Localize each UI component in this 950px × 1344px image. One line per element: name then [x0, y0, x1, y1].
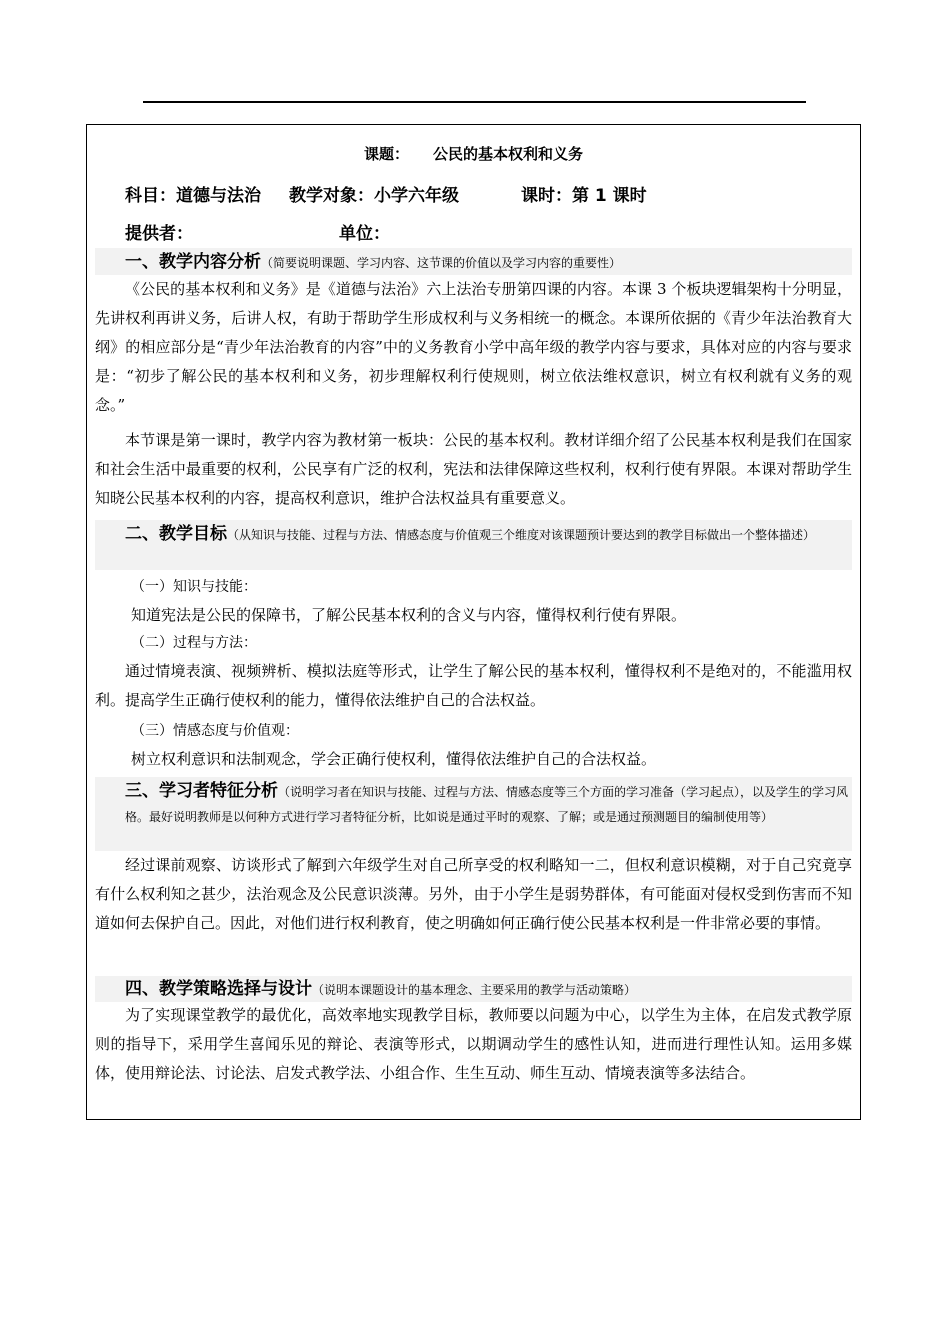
- objective-attitude-label: （三）情感态度与价值观：: [131, 723, 299, 739]
- course-title-line: [95, 143, 852, 164]
- section-1-note: （简要说明课题、学习内容、这节课的价值以及学习内容的重要性）: [261, 256, 622, 270]
- header-rule: [143, 101, 806, 103]
- course-label: 课题：: [363, 145, 409, 163]
- section-4-heading: [95, 976, 852, 1002]
- section-1-heading: [95, 248, 852, 275]
- period-field: 课时：第 1 课时: [521, 186, 647, 206]
- objective-knowledge-label: （一）知识与技能：: [131, 579, 257, 595]
- section-2-heading: [95, 520, 852, 570]
- section-3-paragraph: 经过课前观察、访谈形式了解到六年级学生对自己所享受的权利略知一二，但权利意识模糊，对于自己究竟享有什么权利知之甚少，法治观念及公民意识淡薄。另外，由于小学生是弱势群体，有可能面对侵权受到伤害而不知道如何去保护自己。因此，对他们进行权利教育，使之明确如何正确行使公民基本权利是一件非常必要的事情。: [95, 856, 852, 932]
- lesson-plan-table: [86, 124, 861, 1120]
- provider-field: 提供者：: [125, 224, 193, 244]
- meta-line: [125, 181, 852, 206]
- section-4-title: 四、教学策略选择与设计: [125, 979, 312, 999]
- section-1-title: 一、教学内容分析: [125, 252, 261, 272]
- objective-process-text: 通过情境表演、视频辨析、模拟法庭等形式，让学生了解公民的基本权利，懂得权利不是绝对的，不能滥用权利。提高学生正确行使权利的能力，懂得依法维护自己的合法权益。: [95, 662, 852, 709]
- unit-field: 单位：: [339, 224, 390, 244]
- subject-field: 科目：道德与法治: [125, 186, 261, 206]
- section-1-paragraph-1: 《公民的基本权利和义务》是《道德与法治》六上法治专册第四课的内容。本课 3 个板块逻辑架构十分明显，先讲权利再讲义务，后讲人权，有助于帮助学生形成权利与义务相统一的概念。本课所依据的《青少年法治教育大纲》的相应部分是“青少年法治教育的内容”中的义务教育小学中高年级的教学内容与要求，具体对应的内容与要求是：“初步了解公民的基本权利和义务，初步理解权利行使规则，树立依法维权意识，树立有权利就有义务的观念。”: [95, 280, 852, 414]
- objective-process-label: （二）过程与方法：: [131, 635, 257, 651]
- section-3-heading: [95, 777, 852, 851]
- section-2-note: （从知识与技能、过程与方法、情感态度与价值观三个维度对该课题预计要达到的教学目标做出一个整体描述）: [227, 528, 816, 542]
- objective-attitude-text: 树立权利意识和法制观念，学会正确行使权利，懂得依法维护自己的合法权益。: [131, 750, 657, 768]
- section-4-paragraph: 为了实现课堂教学的最优化，高效率地实现教学目标，教师要以问题为中心，以学生为主体，在启发式教学原则的指导下，采用学生喜闻乐见的辩论、表演等形式，以期调动学生的感性认知，进而进行理性认知。运用多媒体，使用辩论法、讨论法、启发式教学法、小组合作、生生互动、师生互动、情境表演等多法结合。: [95, 1006, 852, 1082]
- objective-knowledge-text: 知道宪法是公民的保障书，了解公民基本权利的含义与内容，懂得权利行使有界限。: [131, 606, 687, 624]
- course-title: 公民的基本权利和义务: [433, 145, 584, 163]
- section-1-paragraph-2: 本节课是第一课时，教学内容为教材第一板块：公民的基本权利。教材详细介绍了公民基本权利是我们在国家和社会生活中最重要的权利，公民享有广泛的权利，宪法和法律保障这些权利，权利行使有界限。本课对帮助学生知晓公民基本权利的内容，提高权利意识，维护合法权益具有重要意义。: [95, 431, 852, 507]
- provider-line: [125, 219, 852, 244]
- audience-field: 教学对象：小学六年级: [289, 186, 459, 206]
- section-3-title: 三、学习者特征分析: [125, 781, 278, 801]
- section-3-note: （说明学习者在知识与技能、过程与方法、情感态度等三个方面的学习准备（学习起点），以及学生的学习风格。最好说明教师是以何种方式进行学习者特征分析，比如说是通过平时的观察、了解；或是通过预测题目的编制使用等）: [125, 785, 849, 824]
- section-4-note: （说明本课题设计的基本理念、主要采用的教学与活动策略）: [312, 983, 637, 997]
- section-2-title: 二、教学目标: [125, 524, 227, 544]
